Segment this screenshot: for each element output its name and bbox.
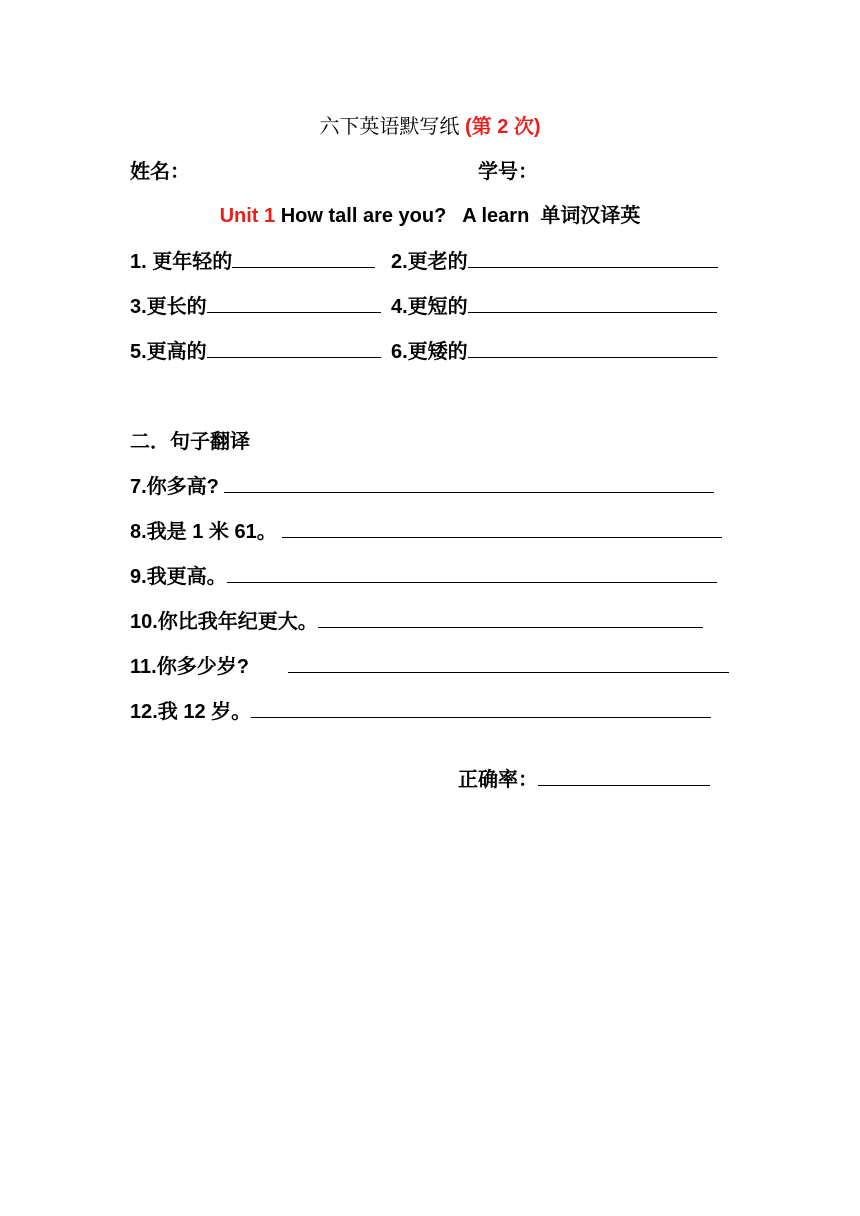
vocab-item-4-blank[interactable] — [468, 294, 717, 313]
vocab-row — [391, 294, 717, 320]
vocab-row — [130, 249, 375, 275]
sentence-row — [288, 654, 729, 680]
sentence-row — [130, 474, 714, 500]
accuracy-row — [458, 767, 710, 793]
sentence-row — [130, 699, 711, 725]
accuracy-blank[interactable] — [538, 767, 710, 786]
sentence-7-blank[interactable] — [224, 474, 714, 493]
sentence-row — [130, 564, 717, 590]
sentence-12-prompt: 12.我 12 岁。 — [130, 701, 252, 723]
vocab-item-3-blank[interactable] — [207, 294, 381, 313]
vocab-item-1-prompt: 1. 更年轻的 — [130, 251, 233, 273]
sentence-9-blank[interactable] — [227, 564, 717, 583]
unit-label: Unit 1 — [219, 205, 276, 227]
vocab-item-3-prompt: 3.更长的 — [130, 296, 207, 318]
vocab-item-1-blank[interactable] — [232, 249, 375, 268]
sentence-row — [130, 519, 722, 545]
unit-description: How tall are you? A learn 单词汉译英 — [275, 205, 641, 227]
title-session-tag: (第 2 次) — [465, 116, 541, 138]
sentence-8-prompt: 8.我是 1 米 61。 — [130, 521, 277, 543]
vocab-item-6-blank[interactable] — [468, 339, 717, 358]
vocab-item-6-prompt: 6.更矮的 — [391, 341, 468, 363]
sentence-7-prompt: 7.你多高? — [130, 476, 219, 498]
section-heading: 二．句子翻译 — [130, 431, 250, 453]
sentence-12-blank[interactable] — [251, 699, 711, 718]
accuracy-label: 正确率： — [458, 769, 538, 791]
vocab-item-2-prompt: 2.更老的 — [391, 251, 468, 273]
vocab-row — [130, 339, 381, 365]
vocab-item-5-blank[interactable] — [207, 339, 381, 358]
sentence-11-prompt: 11.你多少岁? — [130, 656, 249, 678]
vocab-row — [130, 294, 381, 320]
vocab-item-4-prompt: 4.更短的 — [391, 296, 468, 318]
sentence-11-blank[interactable] — [288, 654, 729, 673]
sentence-row — [130, 654, 249, 680]
vocab-row — [391, 339, 717, 365]
page-title — [0, 114, 860, 140]
sentence-10-prompt: 10.你比我年纪更大。 — [130, 611, 318, 633]
vocab-item-2-blank[interactable] — [468, 249, 718, 268]
student-id-label: 学号： — [478, 161, 538, 183]
sentence-9-prompt: 9.我更高。 — [130, 566, 227, 588]
sentence-row — [130, 609, 703, 635]
unit-subtitle — [0, 203, 860, 229]
vocab-item-5-prompt: 5.更高的 — [130, 341, 207, 363]
sentence-8-blank[interactable] — [282, 519, 722, 538]
name-label: 姓名： — [130, 161, 190, 183]
sentence-10-blank[interactable] — [318, 609, 703, 628]
title-text: 六下英语默写纸 — [319, 116, 460, 138]
vocab-row — [391, 249, 718, 275]
